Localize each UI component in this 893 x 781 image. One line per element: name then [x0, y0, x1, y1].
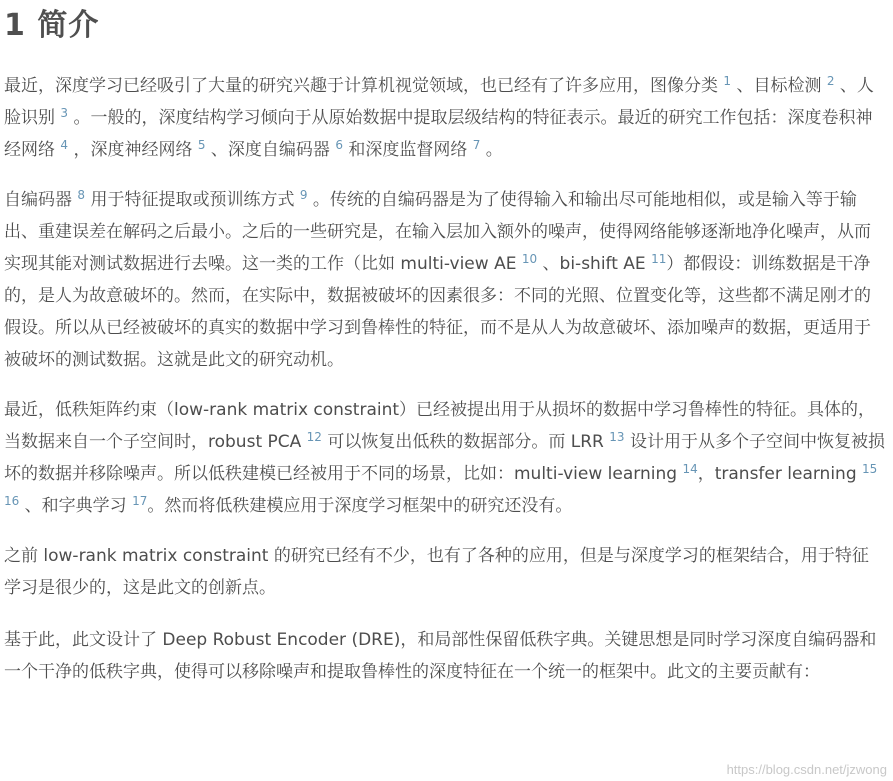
citation-ref-link[interactable]: 13 [609, 430, 625, 444]
citation-ref-link[interactable]: 17 [132, 494, 148, 508]
citation-ref-link[interactable]: 12 [306, 430, 322, 444]
paragraph-text: 、和字典学习 [19, 496, 133, 516]
paragraph-text: 最近，深度学习已经吸引了大量的研究兴趣于计算机视觉领域，也已经有了许多应用，图像分类 [4, 76, 724, 96]
paragraph-text: 和深度监督网络 [342, 140, 473, 160]
citation-ref-link[interactable]: 4 [60, 138, 69, 152]
paragraph-text: 可以恢复出低秩的数据部分。而 LRR [321, 432, 610, 452]
citation-ref-link[interactable]: 10 [521, 252, 538, 266]
paragraph-low-rank [0, 394, 893, 522]
paragraph-text: 。 [480, 140, 503, 160]
paragraph-text: ，深度神经网络 [68, 140, 198, 160]
paragraph-text: 、目标检测 [731, 76, 827, 96]
paragraph-intro [0, 70, 893, 166]
citation-ref-link[interactable]: 7 [472, 138, 481, 152]
paragraph-text: 、人脸识别 [4, 76, 874, 128]
citation-ref-link[interactable]: 15 [862, 462, 878, 476]
citation-ref-link[interactable]: 1 [723, 74, 732, 88]
paragraph-text: 最近，低秩矩阵约束（low-rank matrix constraint）已经被提出用于从损坏的数据中学习鲁棒性的特征。具体的，当数据来自一个子空间时，robust PCA [4, 400, 876, 452]
paragraph-contribution [0, 624, 893, 688]
watermark-url: https://blog.csdn.net/jzwong [726, 762, 887, 777]
paragraph-text: 用于特征提取或预训练方式 [85, 190, 300, 210]
paragraph-text: 。传统的自编码器是为了使得输入和输出尽可能地相似，或是输入等于输出、重建误差在解码之后最小。之后的一些研究是，在输入层加入额外的噪声，使得网络能够逐渐地净化噪声，从而实现其能对测试数据进行去噪。这一类的工作（比如 multi-view AE [4, 190, 871, 274]
paragraph-innovation [0, 540, 893, 604]
paragraph-text: 基于此，此文设计了 Deep Robust Encoder (DRE)，和局部性保留低秩字典。关键思想是同时学习深度自编码器和一个干净的低秩字典，使得可以移除噪声和提取鲁棒性的深度特征在一个统一的框架中。此文的主要贡献有： [4, 630, 877, 682]
paragraph-text: 、bi-shift AE [537, 254, 652, 274]
paragraph-text: 、深度自编码器 [205, 140, 336, 160]
citation-ref-link[interactable]: 8 [77, 188, 86, 202]
paragraph-text: 。一般的，深度结构学习倾向于从原始数据中提取层级结构的特征表示。最近的研究工作包括：深度卷积神经网络 [4, 108, 873, 160]
citation-ref-link[interactable]: 16 [4, 494, 20, 508]
paragraph-autoencoder [0, 184, 893, 376]
paragraph-text: 设计用于从多个子空间中恢复被损坏的数据并移除噪声。所以低秩建模已经被用于不同的场景，比如：multi-view learning [4, 432, 885, 484]
paragraph-text: 。然而将低秩建模应用于深度学习框架中的研究还没有。 [147, 496, 573, 516]
section-heading: 1 简介 [4, 8, 100, 43]
citation-ref-link[interactable]: 6 [335, 138, 343, 152]
citation-ref-link[interactable]: 11 [651, 252, 667, 266]
citation-ref-link[interactable]: 5 [197, 138, 206, 152]
citation-ref-link[interactable]: 3 [60, 106, 69, 120]
citation-ref-link[interactable]: 9 [299, 188, 308, 202]
citation-ref-link[interactable]: 14 [682, 462, 698, 476]
citation-ref-link[interactable]: 2 [826, 74, 835, 88]
paragraph-text: 自编码器 [4, 190, 78, 210]
paragraph-text: ）都假设：训练数据是干净的，是人为故意破坏的。然而，在实际中，数据被破坏的因素很多：不同的光照、位置变化等，这些都不满足刚才的假设。所以从已经被破坏的真实的数据中学习到鲁棒性的特征，而不是从人为故意破坏、添加噪声的数据，更适用于被破坏的测试数据。这就是此文的研究动机。 [4, 254, 871, 370]
paragraph-text: ，transfer learning [697, 464, 863, 484]
paragraph-text: 之前 low-rank matrix constraint 的研究已经有不少，也有了各种的应用，但是与深度学习的框架结合，用于特征学习是很少的，这是此文的创新点。 [4, 546, 869, 598]
